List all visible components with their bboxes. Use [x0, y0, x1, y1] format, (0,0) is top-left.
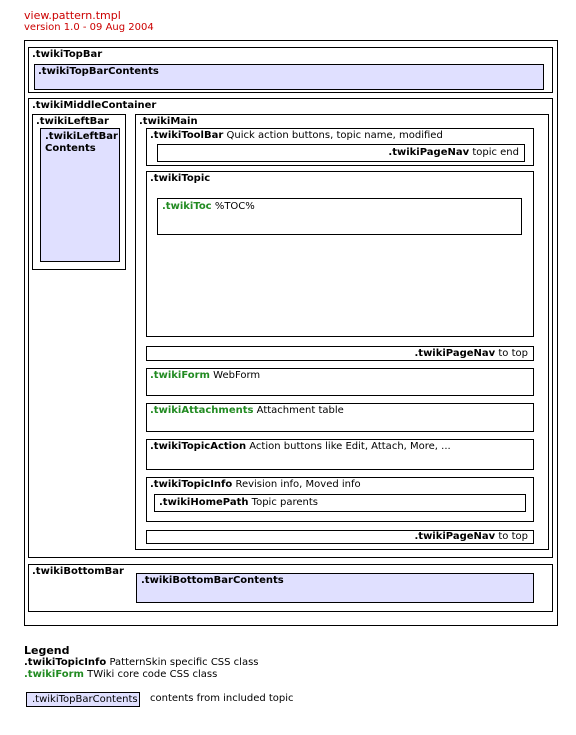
page-nav-2-label: .twikiPageNav to top	[414, 531, 528, 542]
twiki-top-bar-contents	[34, 64, 544, 90]
twiki-form	[146, 368, 534, 396]
page-nav-to-top-2	[146, 530, 534, 544]
twiki-left-bar-contents	[40, 128, 120, 262]
tool-bar-page-nav	[157, 144, 525, 162]
legend-item-pattern-skin: .twikiTopicInfo PatternSkin specific CSS class	[24, 657, 259, 668]
twiki-topic	[146, 171, 534, 337]
legend-item-core-class: .twikiForm TWiki core code CSS class	[24, 669, 218, 680]
legend-title: Legend	[24, 644, 70, 657]
topic-label: .twikiTopic	[150, 173, 211, 184]
home-path-label: .twikiHomePath Topic parents	[159, 497, 318, 508]
legend-included-desc: contents from included topic	[150, 693, 294, 704]
attachments-label: .twikiAttachments Attachment table	[150, 405, 344, 416]
topic-info-label: .twikiTopicInfo Revision info, Moved info	[150, 479, 361, 490]
twiki-toc	[157, 198, 522, 235]
main-label: .twikiMain	[139, 116, 198, 127]
tool-bar-label: .twikiToolBar Quick action buttons, topic name, modified	[150, 130, 443, 141]
legend-included-swatch	[26, 692, 140, 707]
topic-action-label: .twikiTopicAction Action buttons like Edit, Attach, More, ...	[150, 441, 451, 452]
page-nav-1-label: .twikiPageNav to top	[414, 348, 528, 359]
bottom-bar-contents-label: .twikiBottomBarContents	[141, 575, 284, 586]
twiki-topic-action	[146, 439, 534, 470]
toc-label: .twikiToc %TOC%	[162, 201, 255, 212]
top-bar-label: .twikiTopBar	[32, 49, 103, 60]
diagram-version: version 1.0 - 09 Aug 2004	[24, 22, 154, 33]
form-label: .twikiForm WebForm	[150, 370, 261, 381]
legend-included-label: .twikiTopBarContents	[32, 694, 138, 705]
diagram-title: view.pattern.tmpl	[24, 9, 121, 22]
twiki-home-path	[154, 494, 526, 512]
twiki-bottom-bar-contents	[136, 573, 534, 603]
top-bar-contents-label: .twikiTopBarContents	[38, 66, 159, 77]
left-bar-contents-label: .twikiLeftBar Contents	[45, 131, 118, 154]
page-nav-to-top-1	[146, 346, 534, 361]
middle-container-label: .twikiMiddleContainer	[32, 100, 157, 111]
tool-bar-page-nav-label: .twikiPageNav topic end	[388, 147, 519, 158]
twiki-attachments	[146, 403, 534, 432]
bottom-bar-label: .twikiBottomBar	[32, 566, 124, 577]
left-bar-label: .twikiLeftBar	[36, 116, 109, 127]
